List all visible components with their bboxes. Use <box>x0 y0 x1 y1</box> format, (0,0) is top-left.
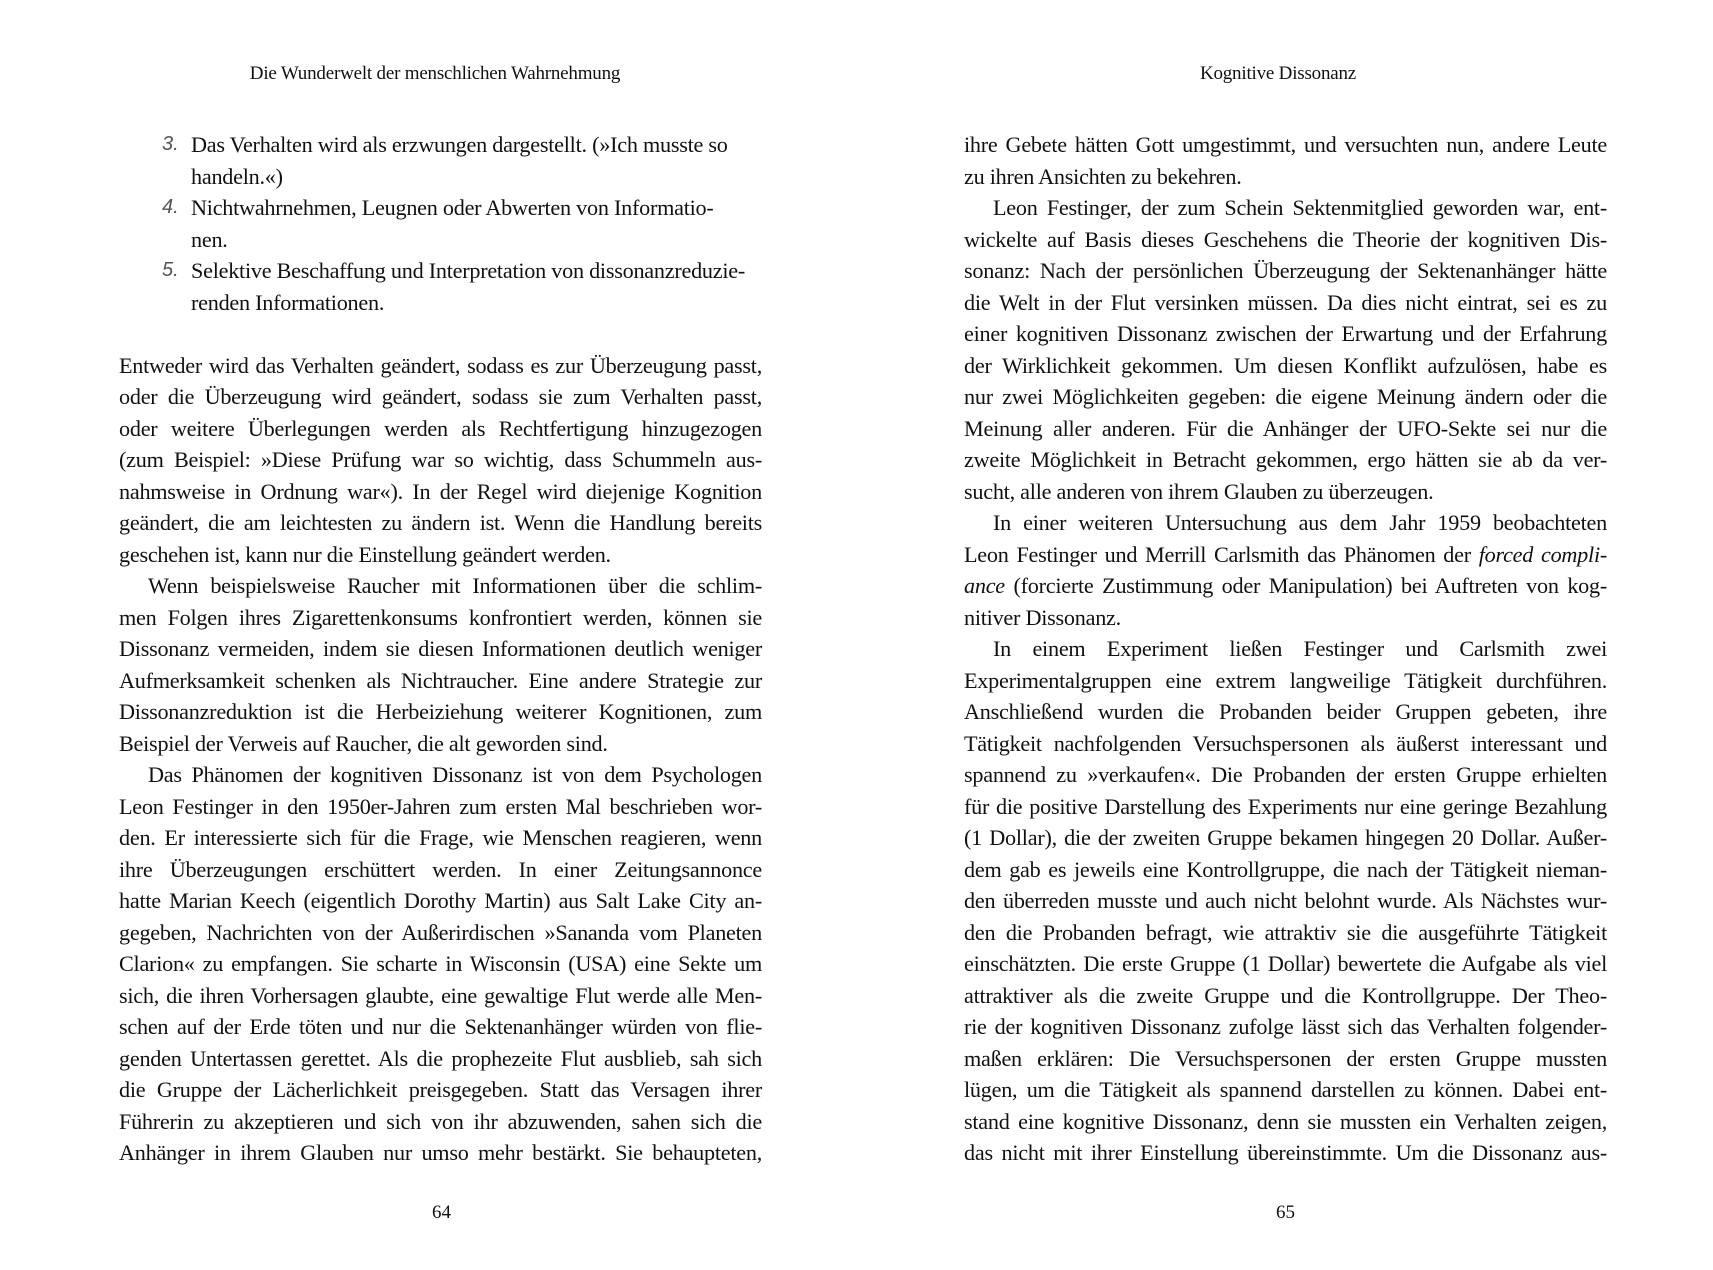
text-line: Das Phänomen der kognitiven Dissonanz ist von dem Psychologen <box>148 762 762 787</box>
text-line: ance (forcierte Zustimmung oder Manipulation) bei Auftreten von kog- <box>964 573 1607 598</box>
text-line: Wenn beispielsweise Raucher mit Informationen über die schlim- <box>148 573 762 598</box>
left-paragraphs <box>119 350 762 1169</box>
paragraph <box>119 759 762 1169</box>
text-line: nitiver Dissonanz. <box>964 604 1121 630</box>
text-line: Leon Festinger, der zum Schein Sektenmitglied geworden war, ent- <box>993 195 1607 220</box>
text-line: zu ihren Ansichten zu bekehren. <box>964 163 1242 189</box>
text-line: Leon Festinger in den 1950er-Jahren zum ersten Mal beschrieben wor- <box>119 793 762 819</box>
text-line: gegeben, Nachrichten von der Außerirdischen »Sananda vom Planeten <box>119 919 762 945</box>
text-line: nur zwei Möglichkeiten gegeben: die eigene Meinung ändern oder die <box>964 384 1607 409</box>
paragraph <box>964 129 1607 192</box>
left-page <box>0 0 856 1270</box>
text-line: maßen erklären: Die Versuchspersonen der ersten Gruppe mussten <box>964 1045 1607 1071</box>
running-head: Die Wunderwelt der menschlichen Wahrnehmung <box>249 63 621 84</box>
text-line: Führerin zu akzeptieren und sich von ihr abzuwenden, sahen sich die <box>119 1108 762 1134</box>
left-body-text <box>119 129 762 1169</box>
text-line: hatte Marian Keech (eigentlich Dorothy Martin) aus Salt Lake City an- <box>119 888 762 913</box>
list-item <box>162 255 762 318</box>
paragraph <box>119 350 762 571</box>
italic-term: forced compli- <box>1478 541 1607 567</box>
list-number: 4. <box>162 196 179 218</box>
running-head: Kognitive Dissonanz <box>1199 63 1357 84</box>
text-line: die Gruppe der Lächerlichkeit preisgegeben. Statt das Versagen ihrer <box>119 1077 762 1102</box>
text-line: sich, die ihren Vorhersagen glaubte, eine gewaltige Flut werde alle Men- <box>119 982 762 1008</box>
text-line: Meinung aller anderen. Für die Anhänger der UFO-Sekte sei nur die <box>964 415 1607 441</box>
text-line: In einer weiteren Untersuchung aus dem Jahr 1959 beobachteten <box>993 510 1607 535</box>
text-line: oder weitere Überlegungen werden als Rechtfertigung hinzugezogen <box>119 415 762 441</box>
text-line: die Welt in der Flut versinken müssen. Da dies nicht eintrat, sei es zu <box>964 289 1607 315</box>
text-line: den die Probanden befragt, wie attraktiv sie die ausgeführte Tätigkeit <box>964 919 1607 945</box>
text-line: Anschließend wurden die Probanden beider Gruppen gebeten, ihre <box>964 699 1607 724</box>
text-line: geändert, die am leichtesten zu ändern ist. Wenn die Handlung bereits <box>119 510 762 535</box>
list-item <box>162 129 762 192</box>
text-line: Entweder wird das Verhalten geändert, sodass es zur Überzeugung passt, <box>119 352 762 378</box>
paragraph <box>964 507 1607 633</box>
text-line: ihre Überzeugungen erschüttert werden. In einer Zeitungsannonce <box>119 856 762 882</box>
page-number: 65 <box>1276 1202 1295 1223</box>
text-line: der Wirklichkeit gekommen. Um diesen Konflikt aufzulösen, habe es <box>964 352 1607 378</box>
numbered-list <box>162 129 762 318</box>
text-line: einschätzten. Die erste Gruppe (1 Dollar) bewertete die Aufgabe als viel <box>964 951 1607 976</box>
text-line: dem gab es jeweils eine Kontrollgruppe, die nach der Tätigkeit nieman- <box>964 856 1607 882</box>
text-line: wickelte auf Basis dieses Geschehens die Theorie der kognitiven Dis- <box>964 226 1607 252</box>
text-line: Beispiel der Verweis auf Raucher, die alt geworden sind. <box>119 730 608 756</box>
text-line: Tätigkeit nachfolgenden Versuchspersonen als äußerst interessant und <box>964 730 1607 756</box>
text-line: sonanz: Nach der persönlichen Überzeugung der Sektenanhänger hätte <box>964 258 1607 283</box>
text-line: (1 Dollar), die der zweiten Gruppe bekamen hingegen 20 Dollar. Außer- <box>964 825 1607 850</box>
italic-term: ance <box>964 573 1005 598</box>
text-line: lügen, um die Tätigkeit als spannend darstellen zu können. Dabei ent- <box>964 1077 1607 1102</box>
text-line: den überreden musste und auch nicht belohnt wurde. Als Nächstes wur- <box>964 888 1607 913</box>
right-page <box>856 0 1713 1270</box>
text-line: handeln.«) <box>191 163 283 189</box>
right-paragraphs <box>964 129 1607 1169</box>
paragraph <box>964 633 1607 1169</box>
text-line: men Folgen ihres Zigarettenkonsums konfrontiert werden, können sie <box>119 604 762 630</box>
text-line: Aufmerksamkeit schenken als Nichtraucher. Eine andere Strategie zur <box>119 667 762 693</box>
text-line: Clarion« zu empfangen. Sie scharte in Wisconsin (USA) eine Sekte um <box>119 951 762 976</box>
text-line: nahmsweise in Ordnung war«). In der Regel wird diejenige Kognition <box>119 478 762 504</box>
text-line: sucht, alle anderen von ihrem Glauben zu überzeugen. <box>964 478 1434 504</box>
text-line: oder die Überzeugung wird geändert, sodass sie zum Verhalten passt, <box>119 384 762 409</box>
spacer <box>119 318 762 350</box>
text-line: (zum Beispiel: »Diese Prüfung war so wichtig, dass Schummeln aus- <box>119 447 762 472</box>
text-line: ihre Gebete hätten Gott umgestimmt, und versuchten nun, andere Leute <box>964 132 1607 157</box>
paragraph <box>119 570 762 759</box>
text-line: spannend zu »verkaufen«. Die Probanden der ersten Gruppe erhielten <box>964 762 1607 787</box>
text-line: renden Informationen. <box>191 289 385 315</box>
text-line: einer kognitiven Dissonanz zwischen der Erwartung und der Erfahrung <box>964 321 1607 346</box>
text-line: Leon Festinger und Merrill Carlsmith das Phänomen der forced compli- <box>964 541 1607 567</box>
text-line: attraktiver als die zweite Gruppe und die Kontrollgruppe. Der Theo- <box>964 982 1607 1008</box>
text-line: genden Untertassen gerettet. Als die prophezeite Flut ausblieb, sah sich <box>119 1045 762 1071</box>
paragraph <box>964 192 1607 507</box>
text-line: zweite Möglichkeit in Betracht gekommen, ergo hätten sie ab da ver- <box>964 447 1607 472</box>
text-line: Dissonanz vermeiden, indem sie diesen Informationen deutlich weniger <box>119 636 762 661</box>
page-number: 64 <box>432 1202 451 1223</box>
text-line: Nichtwahrnehmen, Leugnen oder Abwerten von Informatio- <box>191 195 714 220</box>
text-line: Anhänger in ihrem Glauben nur umso mehr bestärkt. Sie behaupteten, <box>119 1140 762 1165</box>
text-line: stand eine kognitive Dissonanz, denn sie mussten ein Verhalten zeigen, <box>964 1108 1607 1134</box>
text-line: Dissonanzreduktion ist die Herbeiziehung weiterer Kognitionen, zum <box>119 699 762 724</box>
text-line: Selektive Beschaffung und Interpretation von dissonanzreduzie- <box>191 258 746 283</box>
list-number: 3. <box>162 133 179 155</box>
list-number: 5. <box>162 259 179 281</box>
text-line: für die positive Darstellung des Experiments nur eine geringe Bezahlung <box>964 793 1607 819</box>
text-line: nen. <box>191 226 228 252</box>
text-line: Experimentalgruppen eine extrem langweilige Tätigkeit durchführen. <box>964 667 1607 693</box>
right-body-text <box>964 129 1607 1169</box>
text-line: Das Verhalten wird als erzwungen dargestellt. (»Ich musste so <box>191 132 728 157</box>
text-line: schen auf der Erde töten und nur die Sektenanhänger würden von flie- <box>119 1014 762 1039</box>
list-item <box>162 192 762 255</box>
text-line: rie der kognitiven Dissonanz zufolge lässt sich das Verhalten folgender- <box>964 1014 1607 1039</box>
text-line: den. Er interessierte sich für die Frage, wie Menschen reagieren, wenn <box>119 825 762 850</box>
text-line: In einem Experiment ließen Festinger und Carlsmith zwei <box>993 636 1607 661</box>
text-line: geschehen ist, kann nur die Einstellung geändert werden. <box>119 541 611 567</box>
text-line: das nicht mit ihrer Einstellung übereinstimmte. Um die Dissonanz aus- <box>964 1140 1607 1165</box>
